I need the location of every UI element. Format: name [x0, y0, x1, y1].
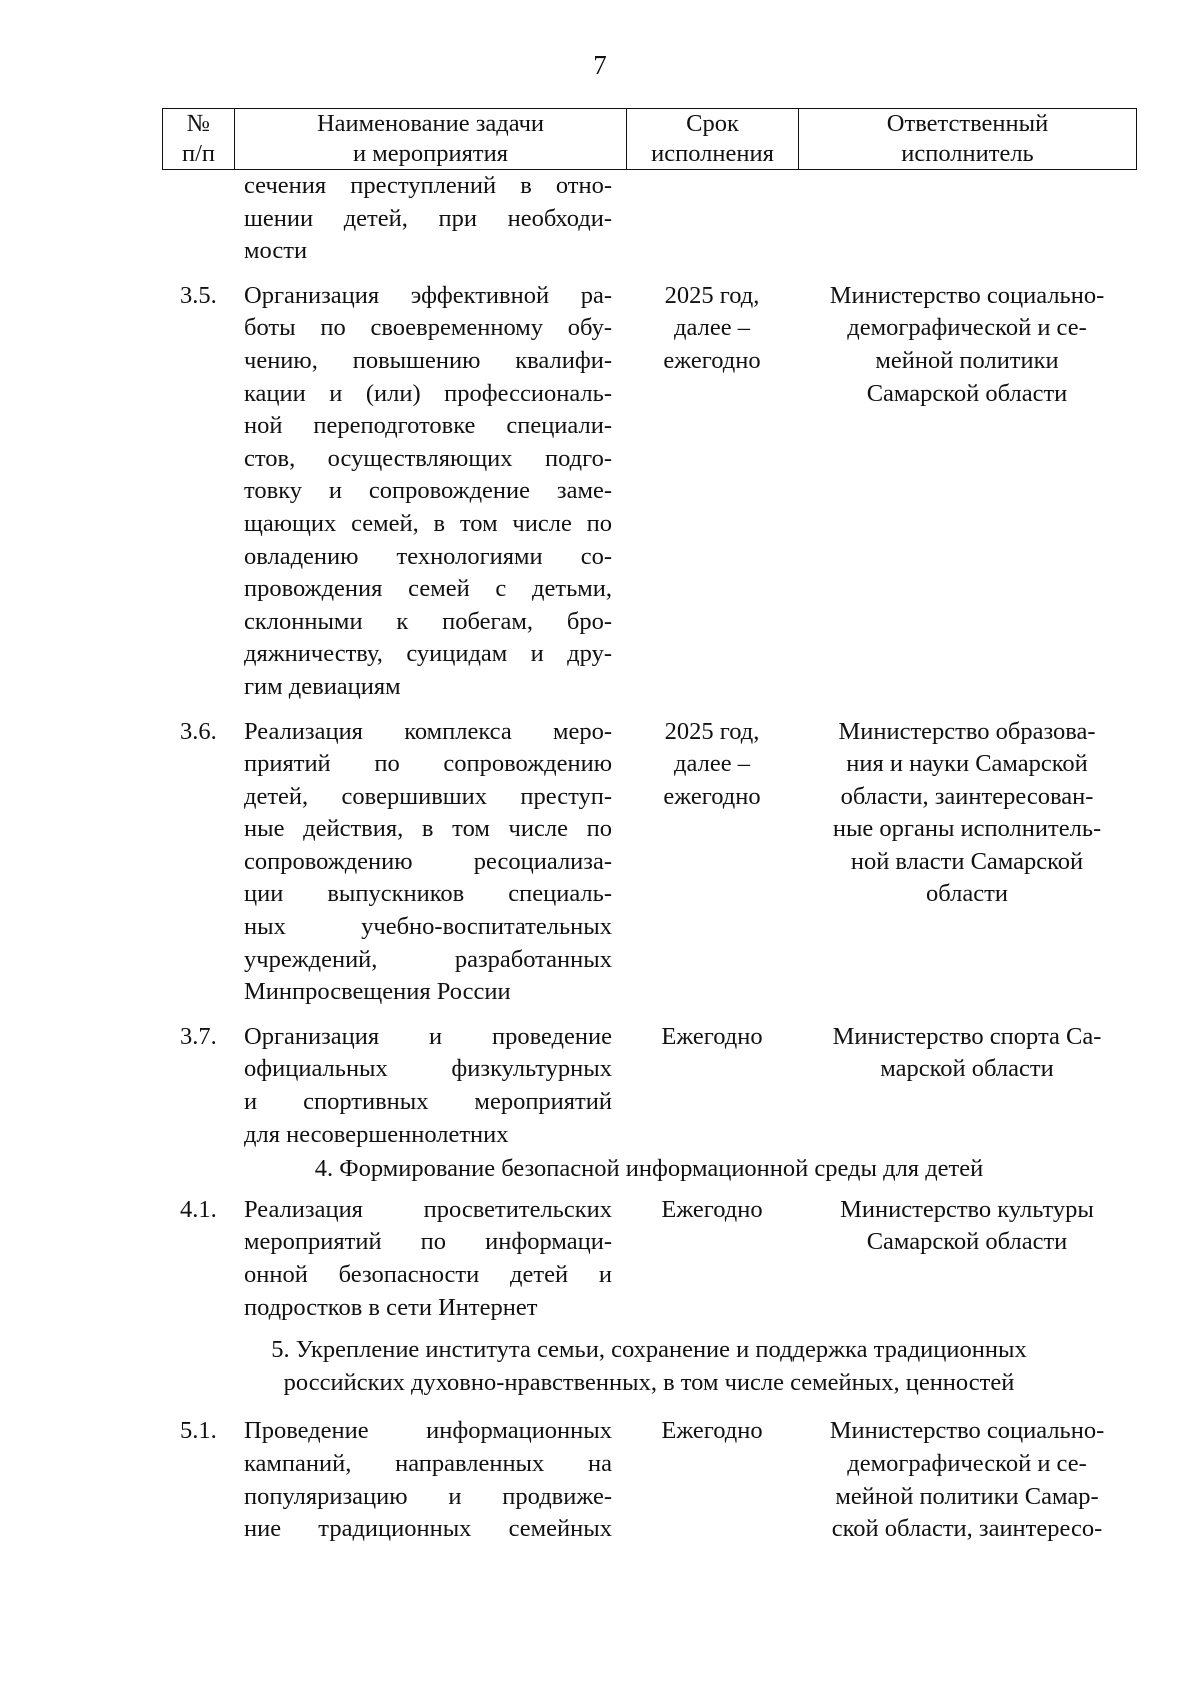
table-row: [162, 1021, 1136, 1151]
header-date: Срок исполнения: [627, 109, 799, 170]
continuation-row: [162, 170, 1136, 268]
section-heading-5: 5. Укрепление института семьи, сохранение и поддержка традиционных российских духовно-нравственных, в том числе семейных, ценностей: [271, 1336, 1027, 1396]
row-task: Реализация комплекса меро- приятий по сопровождению детей, совершивших преступ- ные действия, в том числе по сопровождению ресоциализа- ции выпускников специаль- ных учебно-воспитательных учреждений, разработанных Минпросвещения России: [244, 717, 612, 1006]
page-number: 7: [593, 50, 607, 80]
row-date: Ежегодно: [661, 1022, 763, 1050]
row-number: 3.6.: [180, 717, 217, 745]
row-responsible: Министерство культуры Самарской области: [840, 1195, 1094, 1256]
continuation-text: сечения преступлений в отно- шении детей, при необходи- мости: [244, 172, 612, 265]
row-number: 3.5.: [180, 281, 217, 309]
row-task: Проведение информационных кампаний, направленных на популяризацию и продвиже- ние традиционных семейных: [244, 1417, 612, 1543]
table-row: [162, 716, 1136, 1009]
row-responsible: Министерство образова- ния и науки Самарской области, заинтересован- ные органы исполнитель- ной власти Самарской области: [832, 717, 1102, 908]
table-header: [162, 108, 1137, 170]
row-number: 3.7.: [180, 1022, 217, 1050]
table-row: [162, 280, 1136, 704]
document-body: [162, 108, 1136, 1546]
header-responsible: Ответственный исполнитель: [799, 109, 1137, 170]
row-task: Организация и проведение официальных физкультурных и спортивных мероприятий для несовершеннолетних: [244, 1022, 612, 1148]
row-number: 4.1.: [180, 1195, 217, 1223]
row-responsible: Министерство социально- демографической и се- мейной политики Самарской области: [829, 281, 1105, 407]
row-number: 5.1.: [180, 1417, 217, 1445]
row-date: Ежегодно: [661, 1195, 763, 1223]
row-date: 2025 год, далее – ежегодно: [663, 281, 761, 374]
row-task: Организация эффективной ра- боты по своевременному обу- чению, повышению квалифи- кации и (или) профессиональ- ной переподготовке специали- стов, осуществляющих подго- товку и сопровождение заме- щающих семей, в том числе по овладению технологиями со- провождения семей с детьми, склонными к побегам, бро- дяжничеству, суицидам и дру- гим девиациям: [244, 281, 612, 700]
row-responsible: Министерство спорта Са- марской области: [832, 1022, 1102, 1083]
row-task: Реализация просветительских мероприятий по информаци- онной безопасности детей и подростков в сети Интернет: [244, 1195, 612, 1321]
row-date: 2025 год, далее – ежегодно: [663, 717, 761, 810]
row-responsible: Министерство социально- демографической и се- мейной политики Самар- ской области, заинтересо-: [829, 1417, 1105, 1543]
row-date: Ежегодно: [661, 1417, 763, 1445]
table-row: [162, 1194, 1136, 1324]
header-task: Наименование задачи и мероприятия: [235, 109, 627, 170]
section-heading-4: 4. Формирование безопасной информационной среды для детей: [314, 1155, 984, 1183]
table-row: [162, 1415, 1136, 1545]
header-number: № п/п: [163, 109, 235, 170]
